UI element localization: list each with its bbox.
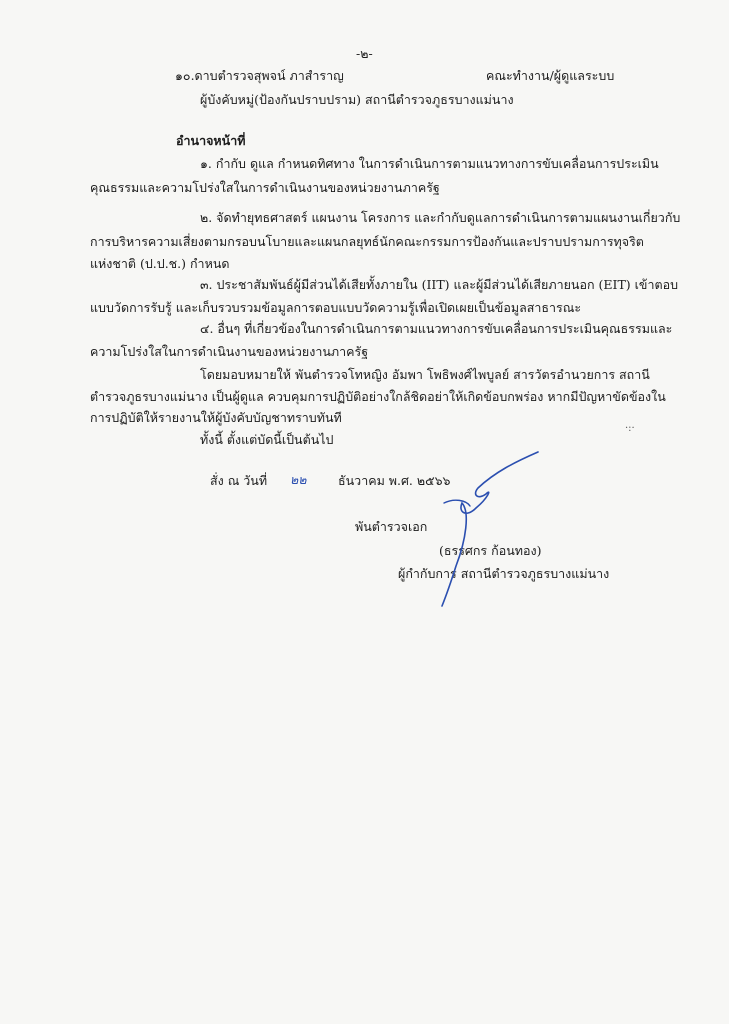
assignment-line-1: โดยมอบหมายให้ พันตำรวจโทหญิง อัมพา โพธิพงศ์ไพบูลย์ สารวัตรอำนวยการ สถานี bbox=[200, 367, 650, 382]
duty-1-line-1: ๑. กำกับ ดูแล กำหนดทิศทาง ในการดำเนินการตามแนวทางการขับเคลื่อนการประเมิน bbox=[200, 156, 659, 171]
duty-2-line-1: ๒. จัดทำยุทธศาสตร์ แผนงาน โครงการ และกำกับดูแลการดำเนินการตามแผนงานเกี่ยวกับ bbox=[200, 210, 681, 225]
duty-2-line-3: แห่งชาติ (ป.ป.ช.) กำหนด bbox=[90, 256, 230, 271]
order-date-day: ๒๒ bbox=[290, 472, 307, 487]
effective-statement: ทั้งนี้ ตั้งแต่บัดนี้เป็นต้นไป bbox=[200, 432, 334, 447]
scan-speck: ·:· bbox=[625, 423, 635, 434]
signatory-title: ผู้กำกับการ สถานีตำรวจภูธรบางแม่นาง bbox=[398, 566, 610, 581]
duty-4-line-2: ความโปร่งใสในการดำเนินงานของหน่วยงานภาครัฐ bbox=[90, 344, 369, 359]
assignment-line-3: การปฏิบัติให้รายงานให้ผู้บังคับบัญชาทราบทันที bbox=[90, 410, 342, 425]
page-number: -๒- bbox=[356, 46, 373, 61]
member-10-position: ผู้บังคับหมู่(ป้องกันปราบปราม) สถานีตำรวจภูธรบางแม่นาง bbox=[200, 92, 514, 107]
order-date-month-year: ธันวาคม พ.ศ. ๒๕๖๖ bbox=[338, 473, 451, 488]
signatory-name: (ธรรศกร ก้อนทอง) bbox=[439, 543, 542, 558]
signatory-rank: พันตำรวจเอก bbox=[355, 519, 428, 534]
duty-4-line-1: ๔. อื่นๆ ที่เกี่ยวข้องในการดำเนินการตามแนวทางการขับเคลื่อนการประเมินคุณธรรมและ bbox=[200, 321, 673, 336]
member-10-role: คณะทำงาน/ผู้ดูแลระบบ bbox=[486, 68, 615, 83]
order-date-prefix: สั่ง ณ วันที่ bbox=[210, 473, 268, 488]
member-10-name: ๑๐.ดาบตำรวจสุพจน์ ภาสำราญ bbox=[175, 68, 344, 83]
duties-heading: อำนาจหน้าที่ bbox=[176, 133, 246, 148]
duty-3-line-1: ๓. ประชาสัมพันธ์ผู้มีส่วนได้เสียทั้งภายใน (IIT) และผู้มีส่วนได้เสียภายนอก (EIT) เข้าตอบ bbox=[200, 277, 679, 292]
duty-3-line-2: แบบวัดการรับรู้ และเก็บรวบรวมข้อมูลการตอบแบบวัดความรู้เพื่อเปิดเผยเป็นข้อมูลสาธารณะ bbox=[90, 300, 582, 315]
duty-1-line-2: คุณธรรมและความโปร่งใสในการดำเนินงานของหน่วยงานภาครัฐ bbox=[90, 180, 440, 195]
duty-2-line-2: การบริหารความเสี่ยงตามกรอบนโบายและแผนกลยุทธ์นักคณะกรรมการป้องกันและปราบปรามการทุจริต bbox=[90, 234, 644, 249]
assignment-line-2: ตำรวจภูธรบางแม่นาง เป็นผู้ดูแล ควบคุมการปฏิบัติอย่างใกล้ชิดอย่าให้เกิดข้อบกพร่อง หากมีปัญหาขัดข้องใน bbox=[90, 389, 666, 404]
